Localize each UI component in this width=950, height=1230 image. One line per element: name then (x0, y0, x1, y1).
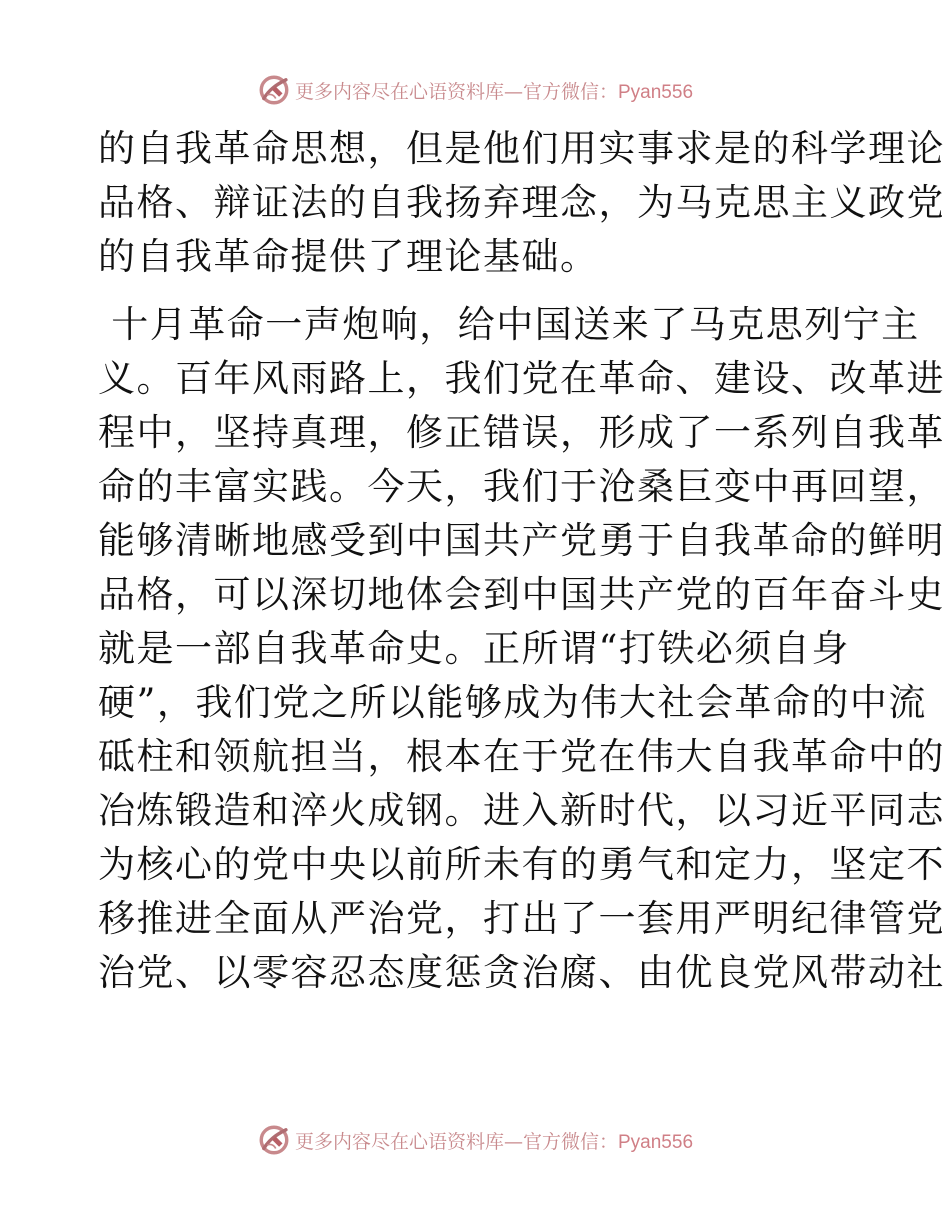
document-body (98, 122, 945, 1000)
paragraph-1 (98, 122, 945, 284)
pen-swirl-logo-icon (257, 73, 291, 107)
banner-text (295, 77, 693, 104)
banner-label: 更多内容尽在心语资料库—官方微信： (294, 1130, 618, 1153)
text-line: 程中，坚持真理，修正错误，形成了一系列自我革 (98, 411, 945, 454)
text-line: 为核心的党中央以前所未有的勇气和定力，坚定不 (98, 843, 945, 886)
paragraph-2 (98, 298, 945, 1000)
text-line: 就是一部自我革命史。正所谓“打铁必须自身 (98, 627, 850, 670)
text-line: 砥柱和领航担当，根本在于党在伟大自我革命中的 (98, 735, 945, 778)
text-line: 移推进全面从严治党，打出了一套用严明纪律管党 (98, 897, 945, 940)
text-line: 冶炼锻造和淬火成钢。进入新时代，以习近平同志 (98, 789, 945, 832)
pen-swirl-logo-icon (257, 1123, 291, 1157)
text-line: 治党、以零容忍态度惩贪治腐、由优良党风带动社 (98, 951, 945, 994)
text-line: 的自我革命思想，但是他们用实事求是的科学理论 (98, 127, 945, 170)
wechat-id: Pyan556 (618, 1131, 694, 1153)
banner-label: 更多内容尽在心语资料库—官方微信： (294, 80, 618, 103)
text-line: 能够清晰地感受到中国共产党勇于自我革命的鲜明 (98, 519, 945, 562)
text-line: 品格、辩证法的自我扬弃理念，为马克思主义政党 (98, 181, 945, 224)
text-line: 命的丰富实践。今天，我们于沧桑巨变中再回望， (98, 465, 945, 508)
wechat-id: Pyan556 (618, 81, 694, 103)
text-line: 的自我革命提供了理论基础。 (98, 235, 599, 278)
banner-text (295, 1127, 693, 1154)
footer-banner (0, 1120, 950, 1160)
text-line: 义。百年风雨路上，我们党在革命、建设、改革进 (98, 357, 945, 400)
text-line: 硬”，我们党之所以能够成为伟大社会革命的中流 (98, 681, 927, 724)
header-banner (0, 70, 950, 110)
text-line: 十月革命一声炮响，给中国送来了马克思列宁主 (98, 303, 920, 346)
text-line: 品格，可以深切地体会到中国共产党的百年奋斗史 (98, 573, 945, 616)
